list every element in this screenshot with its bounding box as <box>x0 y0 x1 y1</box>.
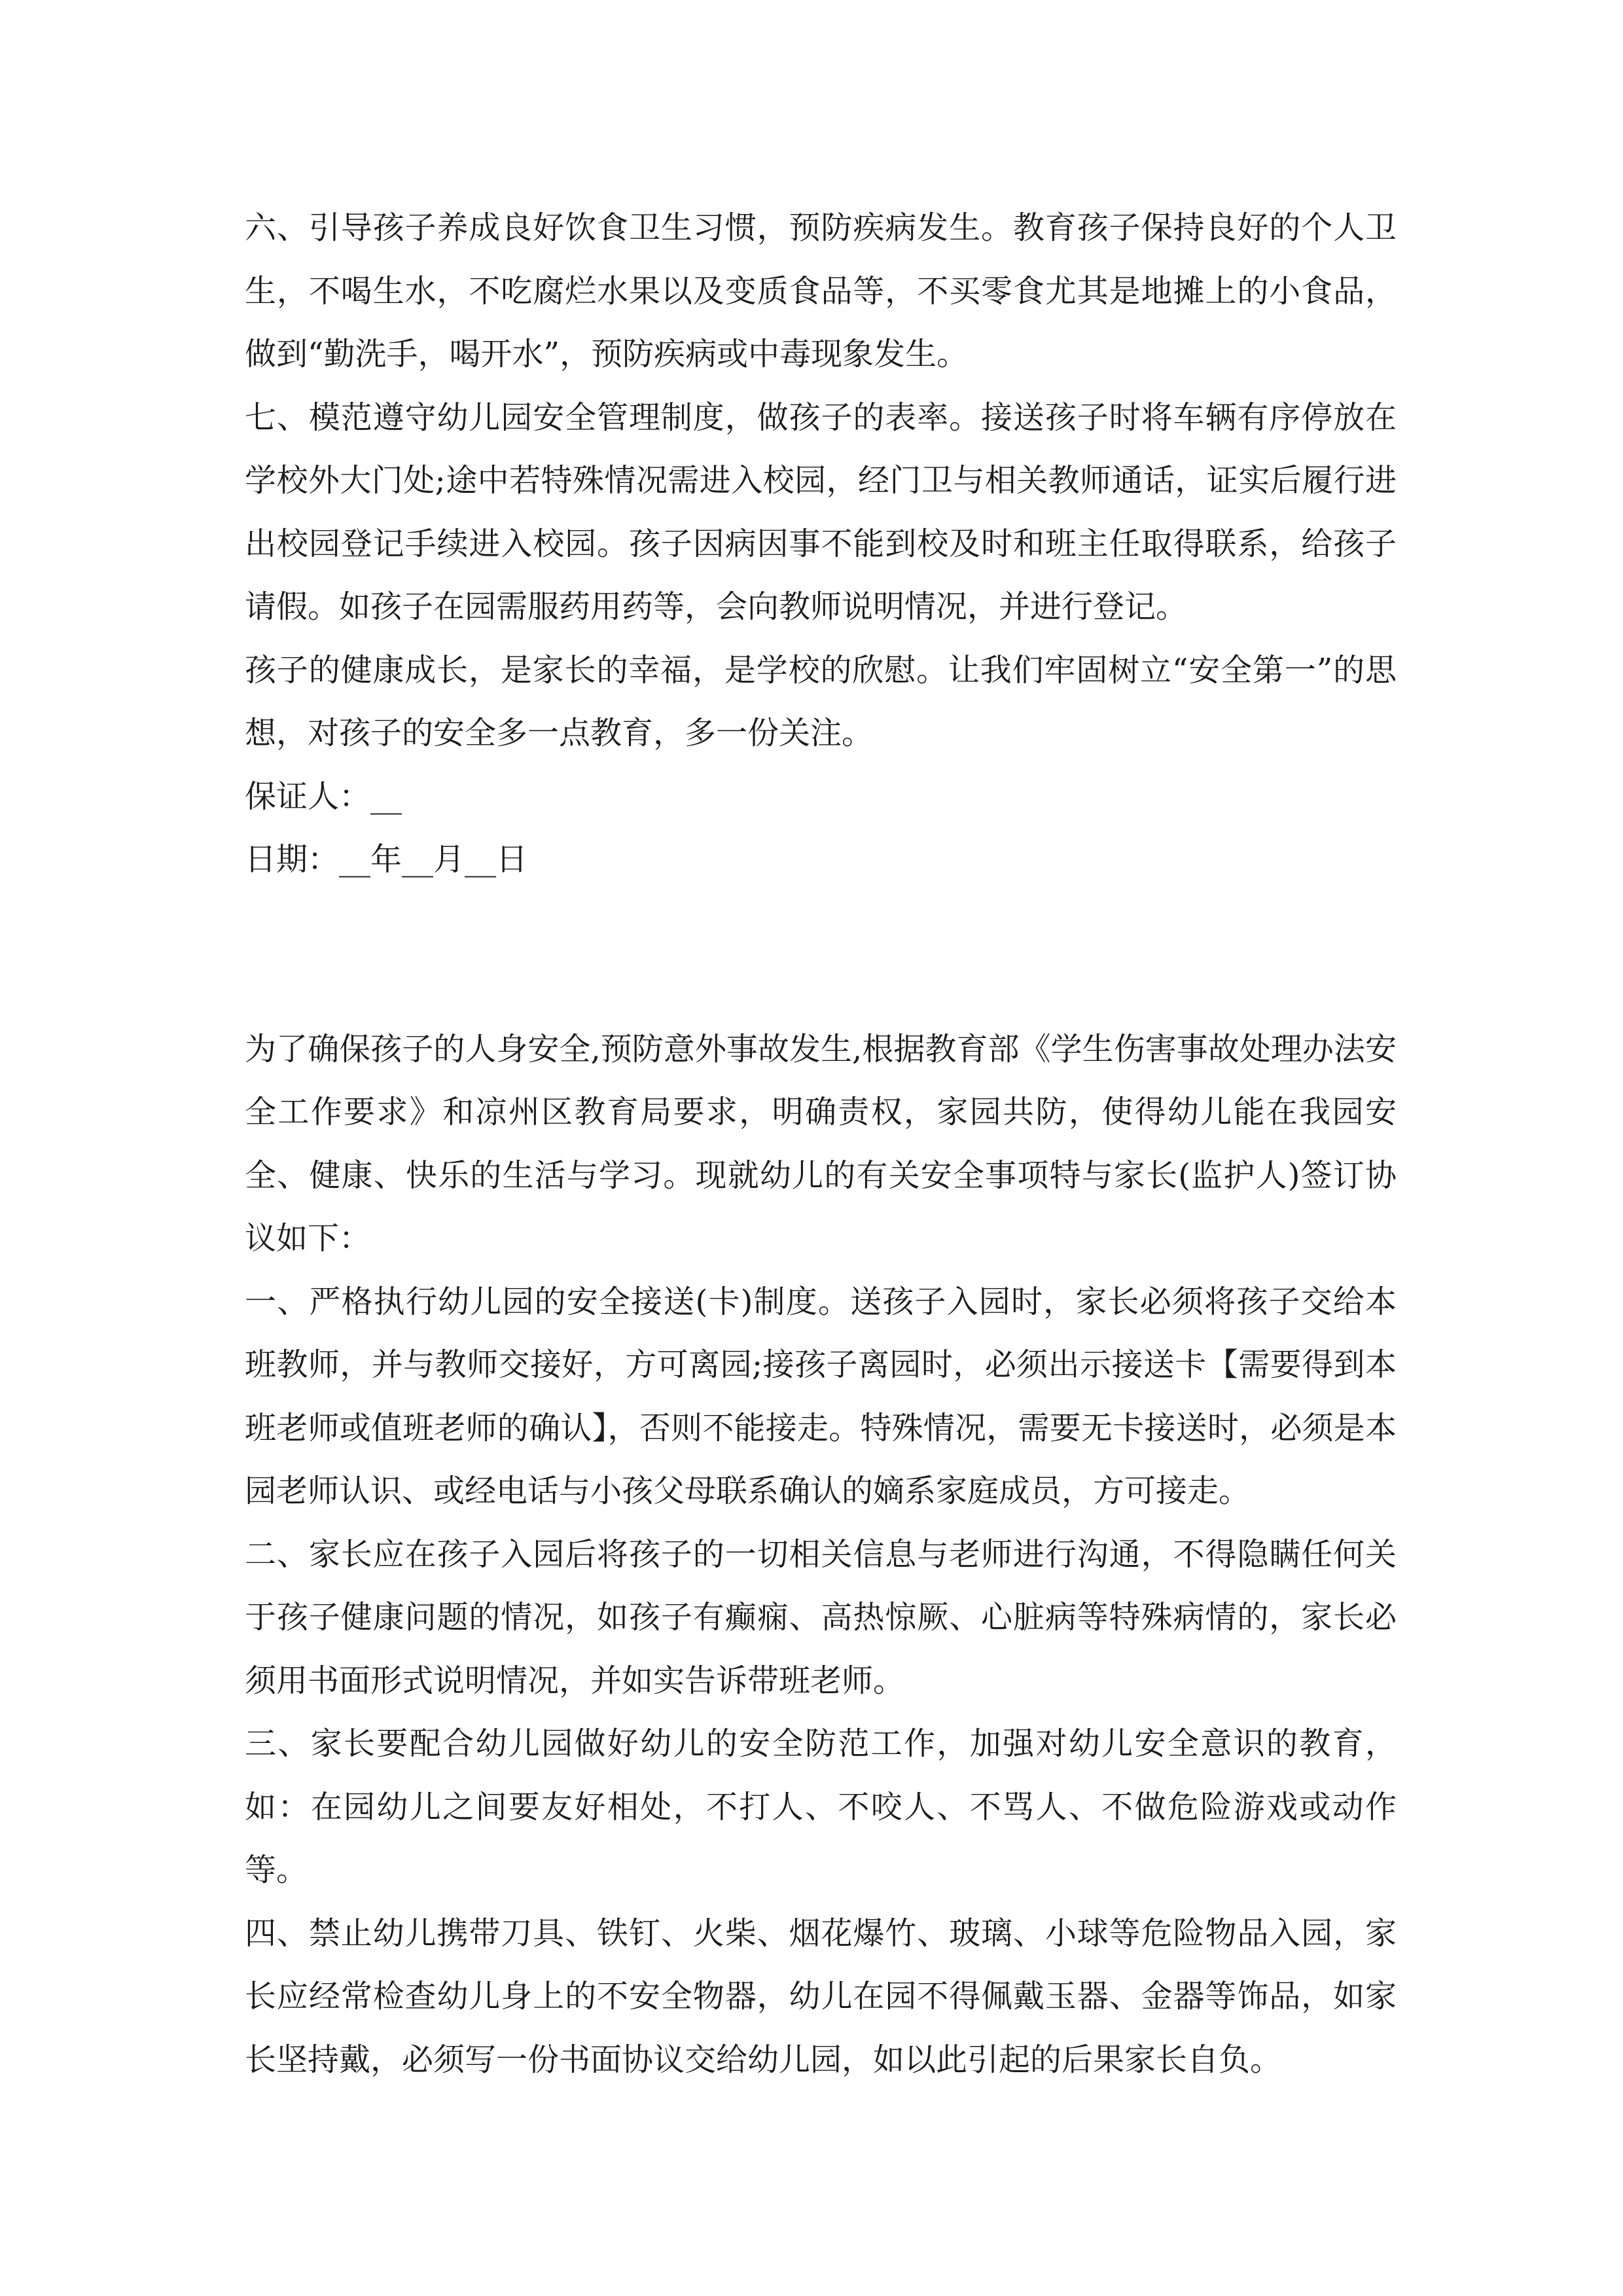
date-line: 日期：__年__月__日 <box>245 841 528 878</box>
agreement-item-two: 二、家长应在孩子入园后将孩子的一切相关信息与老师进行沟通，不得隐瞒任何关于孩子健康问题的情况，如孩子有癫痫、高热惊厥、心脏病等特殊病情的，家长必须用书面形式说明情况，并如实告诉带班老师。 <box>245 1535 1397 1699</box>
document-body <box>245 196 1397 2091</box>
paragraph-item-six: 六、引导孩子养成良好饮食卫生习惯，预防疾病发生。教育孩子保持良好的个人卫生，不喝生水，不吃腐烂水果以及变质食品等，不买零食尤其是地摊上的小食品，做到“勤洗手，喝开水”，预防疾病或中毒现象发生。 <box>245 209 1397 372</box>
agreement-intro: 为了确保孩子的人身安全,预防意外事故发生,根据教育部《学生伤害事故处理办法安全工作要求》和凉州区教育局要求，明确责权，家园共防，使得幼儿能在我园安全、健康、快乐的生活与学习。现就幼儿的有关安全事项特与家长(监护人)签订协议如下： <box>245 1030 1397 1257</box>
agreement-item-three: 三、家长要配合幼儿园做好幼儿的安全防范工作，加强对幼儿安全意识的教育，如：在园幼儿之间要友好相处，不打人、不咬人、不骂人、不做危险游戏或动作等。 <box>245 1725 1397 1888</box>
paragraph-closing: 孩子的健康成长，是家长的幸福，是学校的欣慰。让我们牢固树立“安全第一”的思想，对孩子的安全多一点教育，多一份关注。 <box>245 651 1397 751</box>
section-divider-space <box>245 891 1397 1018</box>
guarantor-line: 保证人：__ <box>245 778 402 815</box>
agreement-item-one: 一、严格执行幼儿园的安全接送(卡)制度。送孩子入园时，家长必须将孩子交给本班教师，并与教师交接好，方可离园;接孩子离园时，必须出示接送卡【需要得到本班老师或值班老师的确认】，否则不能接走。特殊情况，需要无卡接送时，必须是本园老师认识、或经电话与小孩父母联系确认的嫡系家庭成员，方可接走。 <box>245 1283 1397 1509</box>
paragraph-item-seven: 七、模范遵守幼儿园安全管理制度，做孩子的表率。接送孩子时将车辆有序停放在学校外大门处;途中若特殊情况需进入校园，经门卫与相关教师通话，证实后履行进出校园登记手续进入校园。孩子因病因事不能到校及时和班主任取得联系，给孩子请假。如孩子在园需服药用药等，会向教师说明情况，并进行登记。 <box>245 399 1397 625</box>
agreement-item-four: 四、禁止幼儿携带刀具、铁钉、火柴、烟花爆竹、玻璃、小球等危险物品入园，家长应经常检查幼儿身上的不安全物器，幼儿在园不得佩戴玉器、金器等饰品，如家长坚持戴，必须写一份书面协议交给幼儿园，如以此引起的后果家长自负。 <box>245 1914 1397 2078</box>
